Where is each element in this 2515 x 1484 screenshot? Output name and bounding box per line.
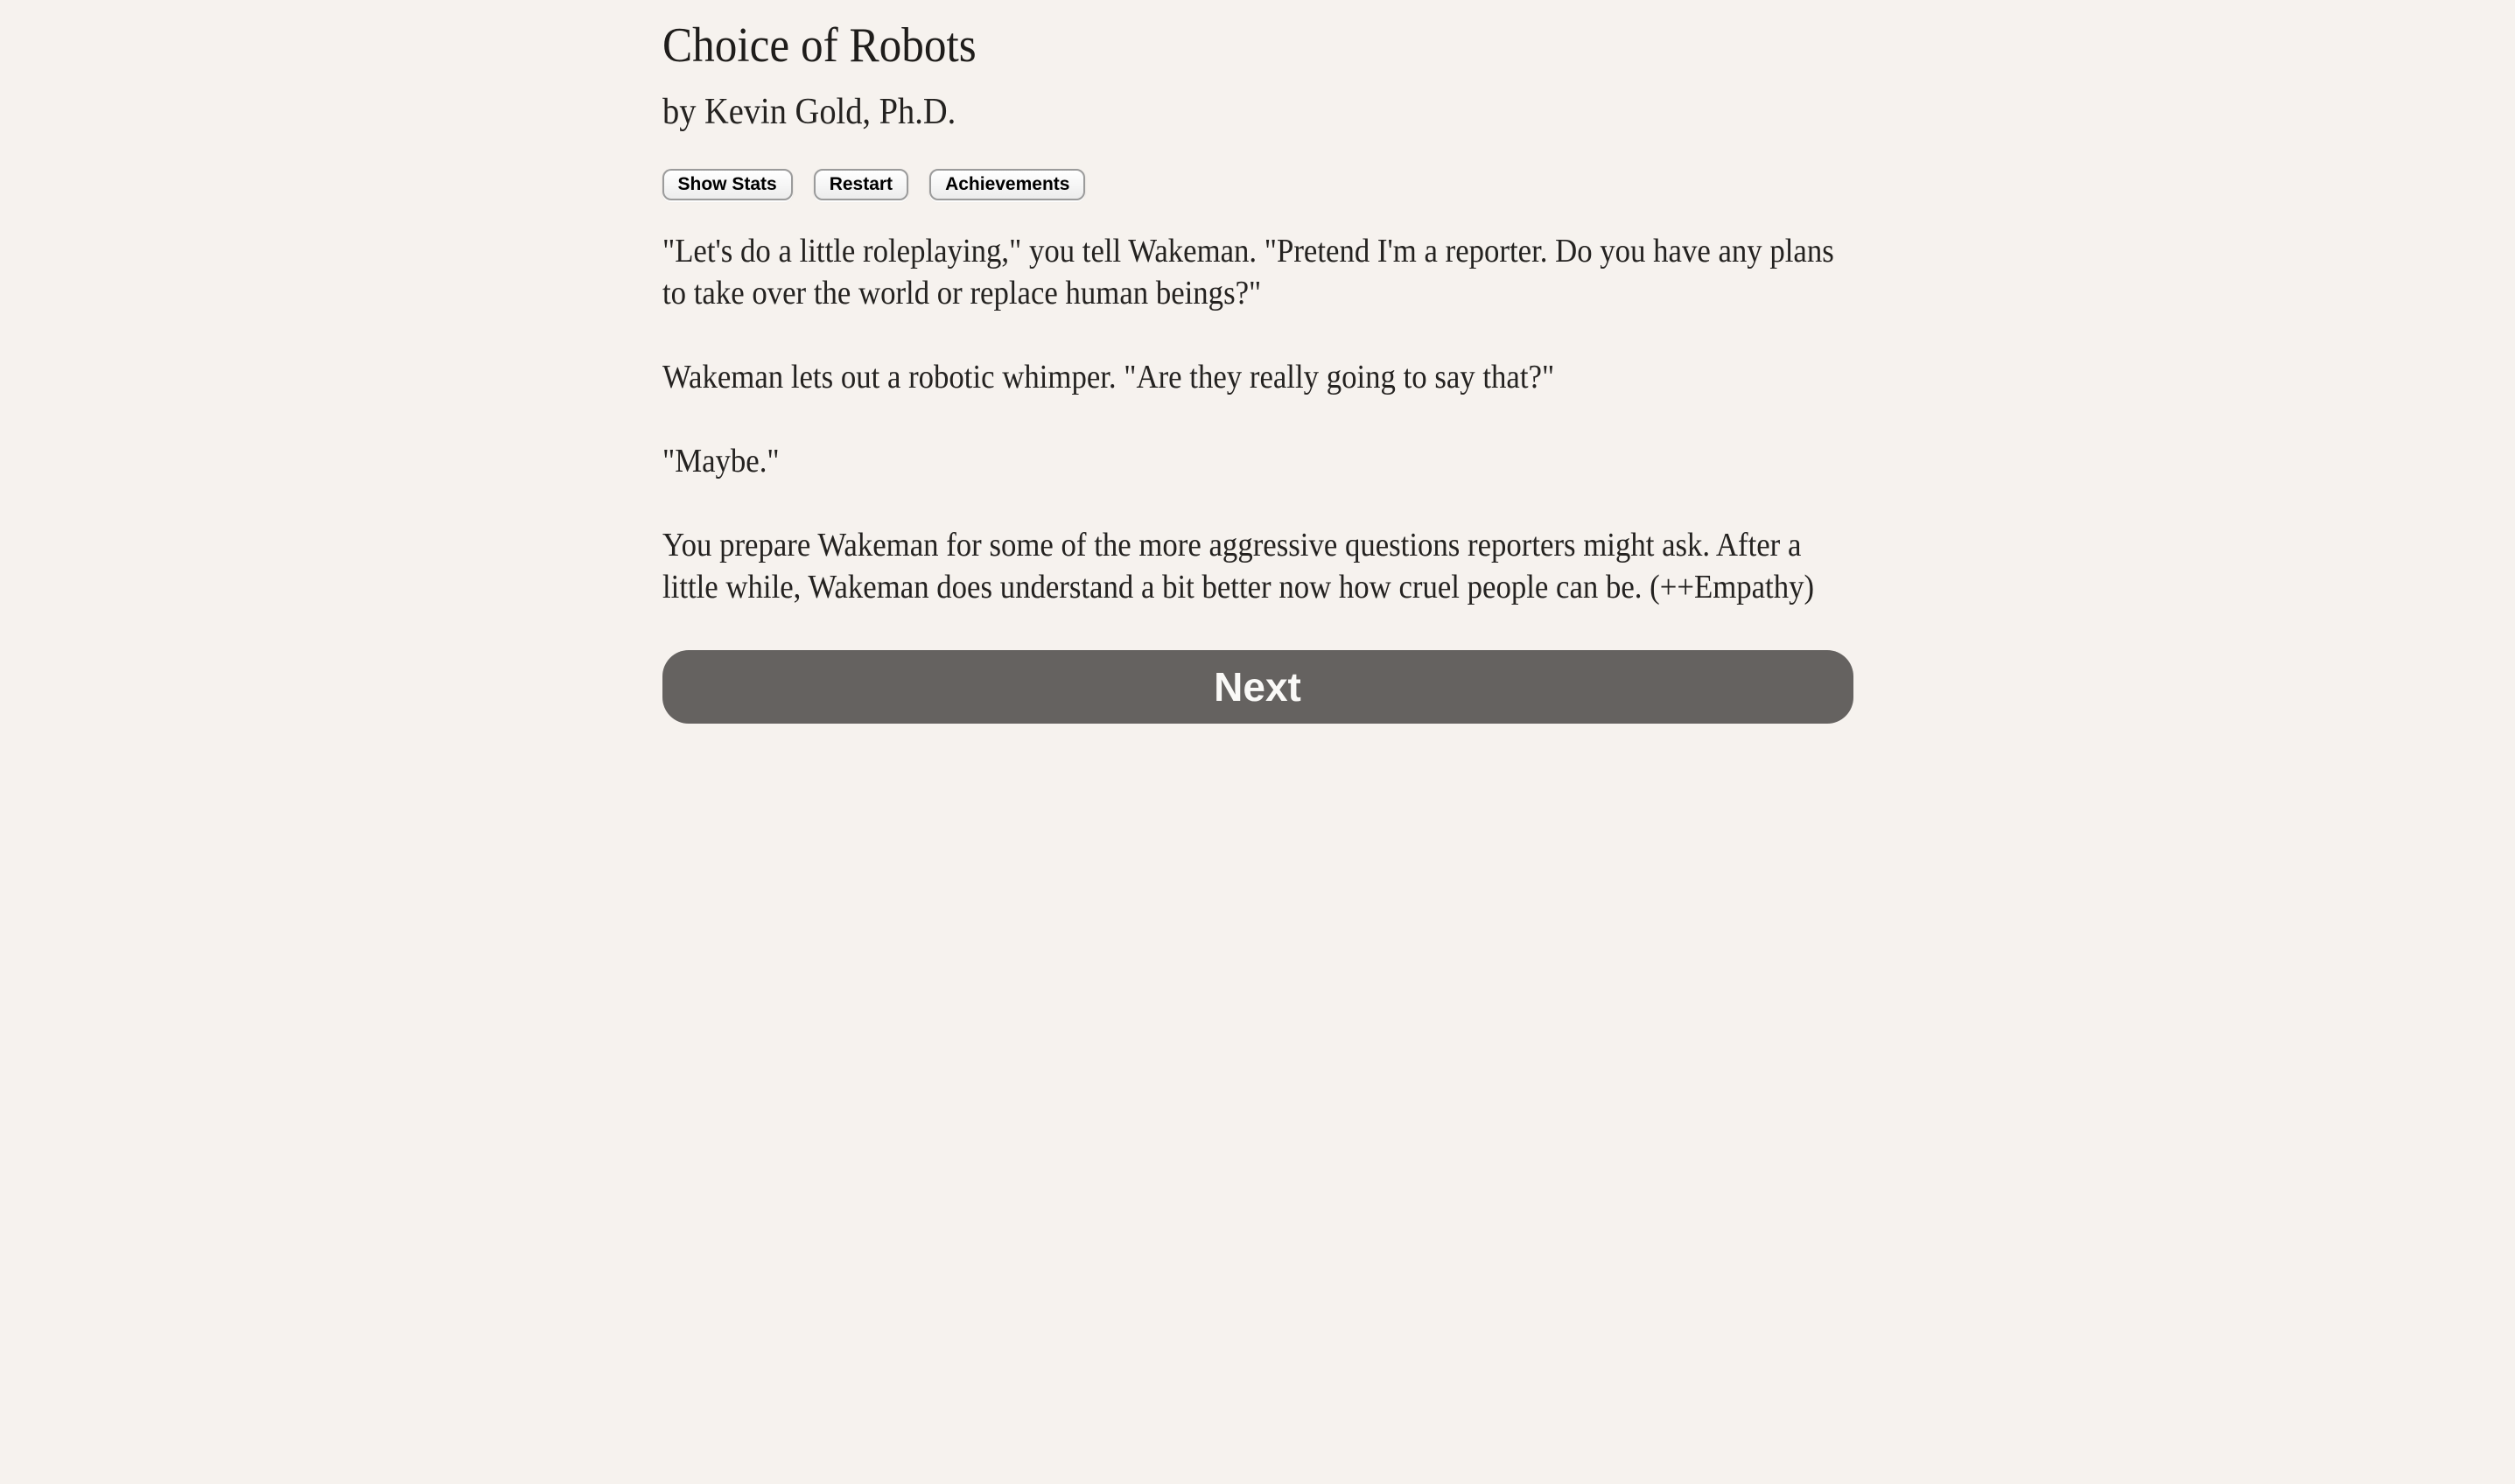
- story-paragraph: "Let's do a little roleplaying," you tell Wakeman. "Pretend I'm a reporter. Do you have any plans to take over the world or replace human beings?": [662, 233, 1834, 312]
- story-paragraph: Wakeman lets out a robotic whimper. "Are they really going to say that?": [662, 359, 1554, 396]
- toolbar: [662, 169, 1853, 200]
- next-button[interactable]: Next: [662, 650, 1853, 724]
- story-content: [662, 18, 1853, 724]
- restart-button[interactable]: Restart: [814, 169, 908, 200]
- story-text: [662, 230, 1853, 608]
- show-stats-button[interactable]: Show Stats: [662, 169, 793, 200]
- page-title: Choice of Robots: [662, 18, 977, 73]
- achievements-button[interactable]: Achievements: [929, 169, 1085, 200]
- story-paragraph: "Maybe.": [662, 443, 780, 480]
- author-byline: by Kevin Gold, Ph.D.: [662, 92, 956, 132]
- story-paragraph: You prepare Wakeman for some of the more aggressive questions reporters might ask. After a little while, Wakeman does understand a bit better now how cruel people can be. (++Empathy): [662, 527, 1814, 606]
